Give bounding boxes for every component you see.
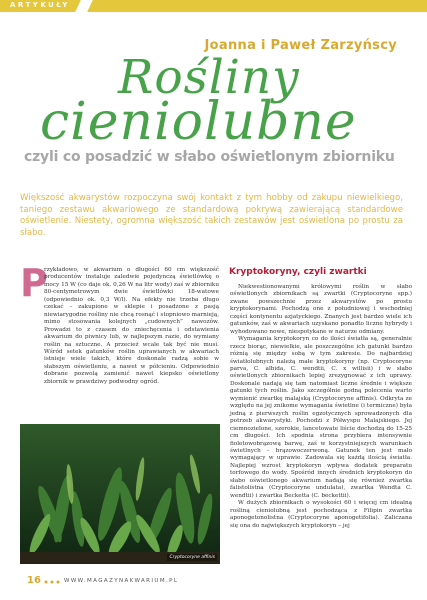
aquarium-plants-illustration bbox=[20, 424, 220, 564]
article-subtitle: czyli co posadzić w słabo oświetlonym zbiorniku bbox=[24, 149, 395, 165]
column-right bbox=[230, 284, 412, 530]
article-lead: Większość akwarystów rozpoczyna swój kontakt z tym hobby od zakupu niewielkiego, taniego zestawu akwariowego ze standardową pokrywą zawierającą standardowe oświetlenie. Niestety, ogromna większość takich zestawów jest oświetlona po prostu za słabo. bbox=[20, 193, 403, 238]
article-authors: Joanna i Paweł Zarzyńscy bbox=[204, 38, 397, 53]
decorative-dots-icon bbox=[43, 578, 63, 586]
column-left bbox=[44, 267, 219, 386]
magazine-url: WWW.MAGAZYNAKWARIUM.PL bbox=[64, 578, 179, 584]
column-right-paragraph: Niekwestionowanymi królowymi roślin w słabo oświetlonych zbiornikach są zwartki (Cryptocoryne spp.) zwane powszechnie przez akwarystów po prostu kryptokorynami. Pochodzą one z południowej i wschodniej części kontynentu azjatyckiego. Znanych jest bardzo wiele ich gatunków, zaś w akwariach uzyskano ponadto liczne hybrydy i wyhodowano nowe, niespotykane w naturze odmiany. bbox=[230, 284, 412, 335]
section-label: ARTYKUŁY bbox=[10, 1, 70, 9]
column-right-paragraph: Wymagania kryptokoryn co do ilości światła są, generalnie rzecz biorąc, niewielkie, ale poszczególne ich gatunki bardzo różnią się między sobą w tym zakresie. Do najbardziej światłolubnych należą małe kryptokoryny (np. Cryptocoryne parva, C. albida, C. wendtii, C. x willisii) i w słabo oświetlonych zbiornikach lepiej zrezygnować z ich uprawy. Doskonale nadają się tam natomiast liczne średnie i większe gatunki tych roślin. Jako szczególnie godną polecenia warto wymienić zwartkę malajską (Cryptocoryne affinis). Odkryta ze względu na jej znikome wymagania świetlne (i termiczne) była jedną z pierwszych roślin egzotycznych sprowadzonych dla potrzeb akwarystyki. Pochodzi z Półwyspu Malajskiego. Jej ciemnozielone, szerokie, lancetowate liście dochodzą do 15-25 cm długości. Ich spodnia strona przybiera intensywnie fioletowobrązową barwę, zaś w korzystniejszych warunkach świetlnych – brązowoczerwoną. Gatunek ten jest mało wymagający w uprawie. Zadowala się każdą ilością światła. Najlepiej wzrost kryptokoryn wpływa dodatek preparatu torfowego do wody. Spośród innych średnich kryptokoryn do słabo oświetlonego akwarium nadają się również zwartka falistolistna (Cryptocoryne undulata), zwartka Wendta C. wendtii) i zwartka Becketta (C. beckettii). bbox=[230, 336, 412, 499]
page-number: 16 bbox=[27, 575, 41, 586]
aquarium-photo bbox=[20, 424, 220, 564]
column-right-paragraph: W dużych zbiornikach o wysokości 60 i więcej cm idealną rośliną cieniolubną jest pochodząca z Filipin zwartka aponogetonolistna (Cryptocoryne aponogetifolia). Zaliczana się ona do największych kryptokoryn – jej bbox=[230, 500, 412, 529]
article-title-line1: Rośliny bbox=[118, 50, 300, 105]
column-left-text: rzykładowo, w akwarium o długości 60 cm większość producentów instaluje zaledwie pojedynczą świetlówkę o mocy 15 W (co daje ok. 0,26 W na litr wody) zaś w zbiorniku 80-centymetrowym dwie świetlówki 18-watowe (odpowiednio ok. 0,3 W/l). Na efekty nie trzeba długo czekać – zakupione w sklepie i posadzone z pasją niewiarygodne rośliny nie chcą rosnąć i stopniowo marnieją, mimo stosowania kolejnych „cudownych” nawozów. Prowadzi to z czasem do zniechęcenia i odstawienia akwarium do piwnicy lub, w najlepszym razie, do wymiany roślin na sztuczne. A przecież wcale tak być nie musi. Wśród setek gatunków roślin uprawianych w akwariach istnieje wiele takich, które doskonale radzą sobie w słabszym oświetleniu, a nawet w półcieniu. Odpowiednio dobrane pozwolą zamienić nawet kiepsko oświetlony zbiornik w prawdziwy podwodny ogród. bbox=[44, 267, 219, 385]
article-title-line2: cieniolubne bbox=[40, 92, 357, 152]
section-banner bbox=[0, 0, 427, 12]
photo-caption: Cryptocoryne affinis bbox=[169, 555, 215, 560]
drop-cap: P bbox=[20, 261, 48, 305]
section-heading: Kryptokoryny, czyli zwartki bbox=[229, 267, 367, 277]
banner-notch bbox=[75, 0, 93, 12]
